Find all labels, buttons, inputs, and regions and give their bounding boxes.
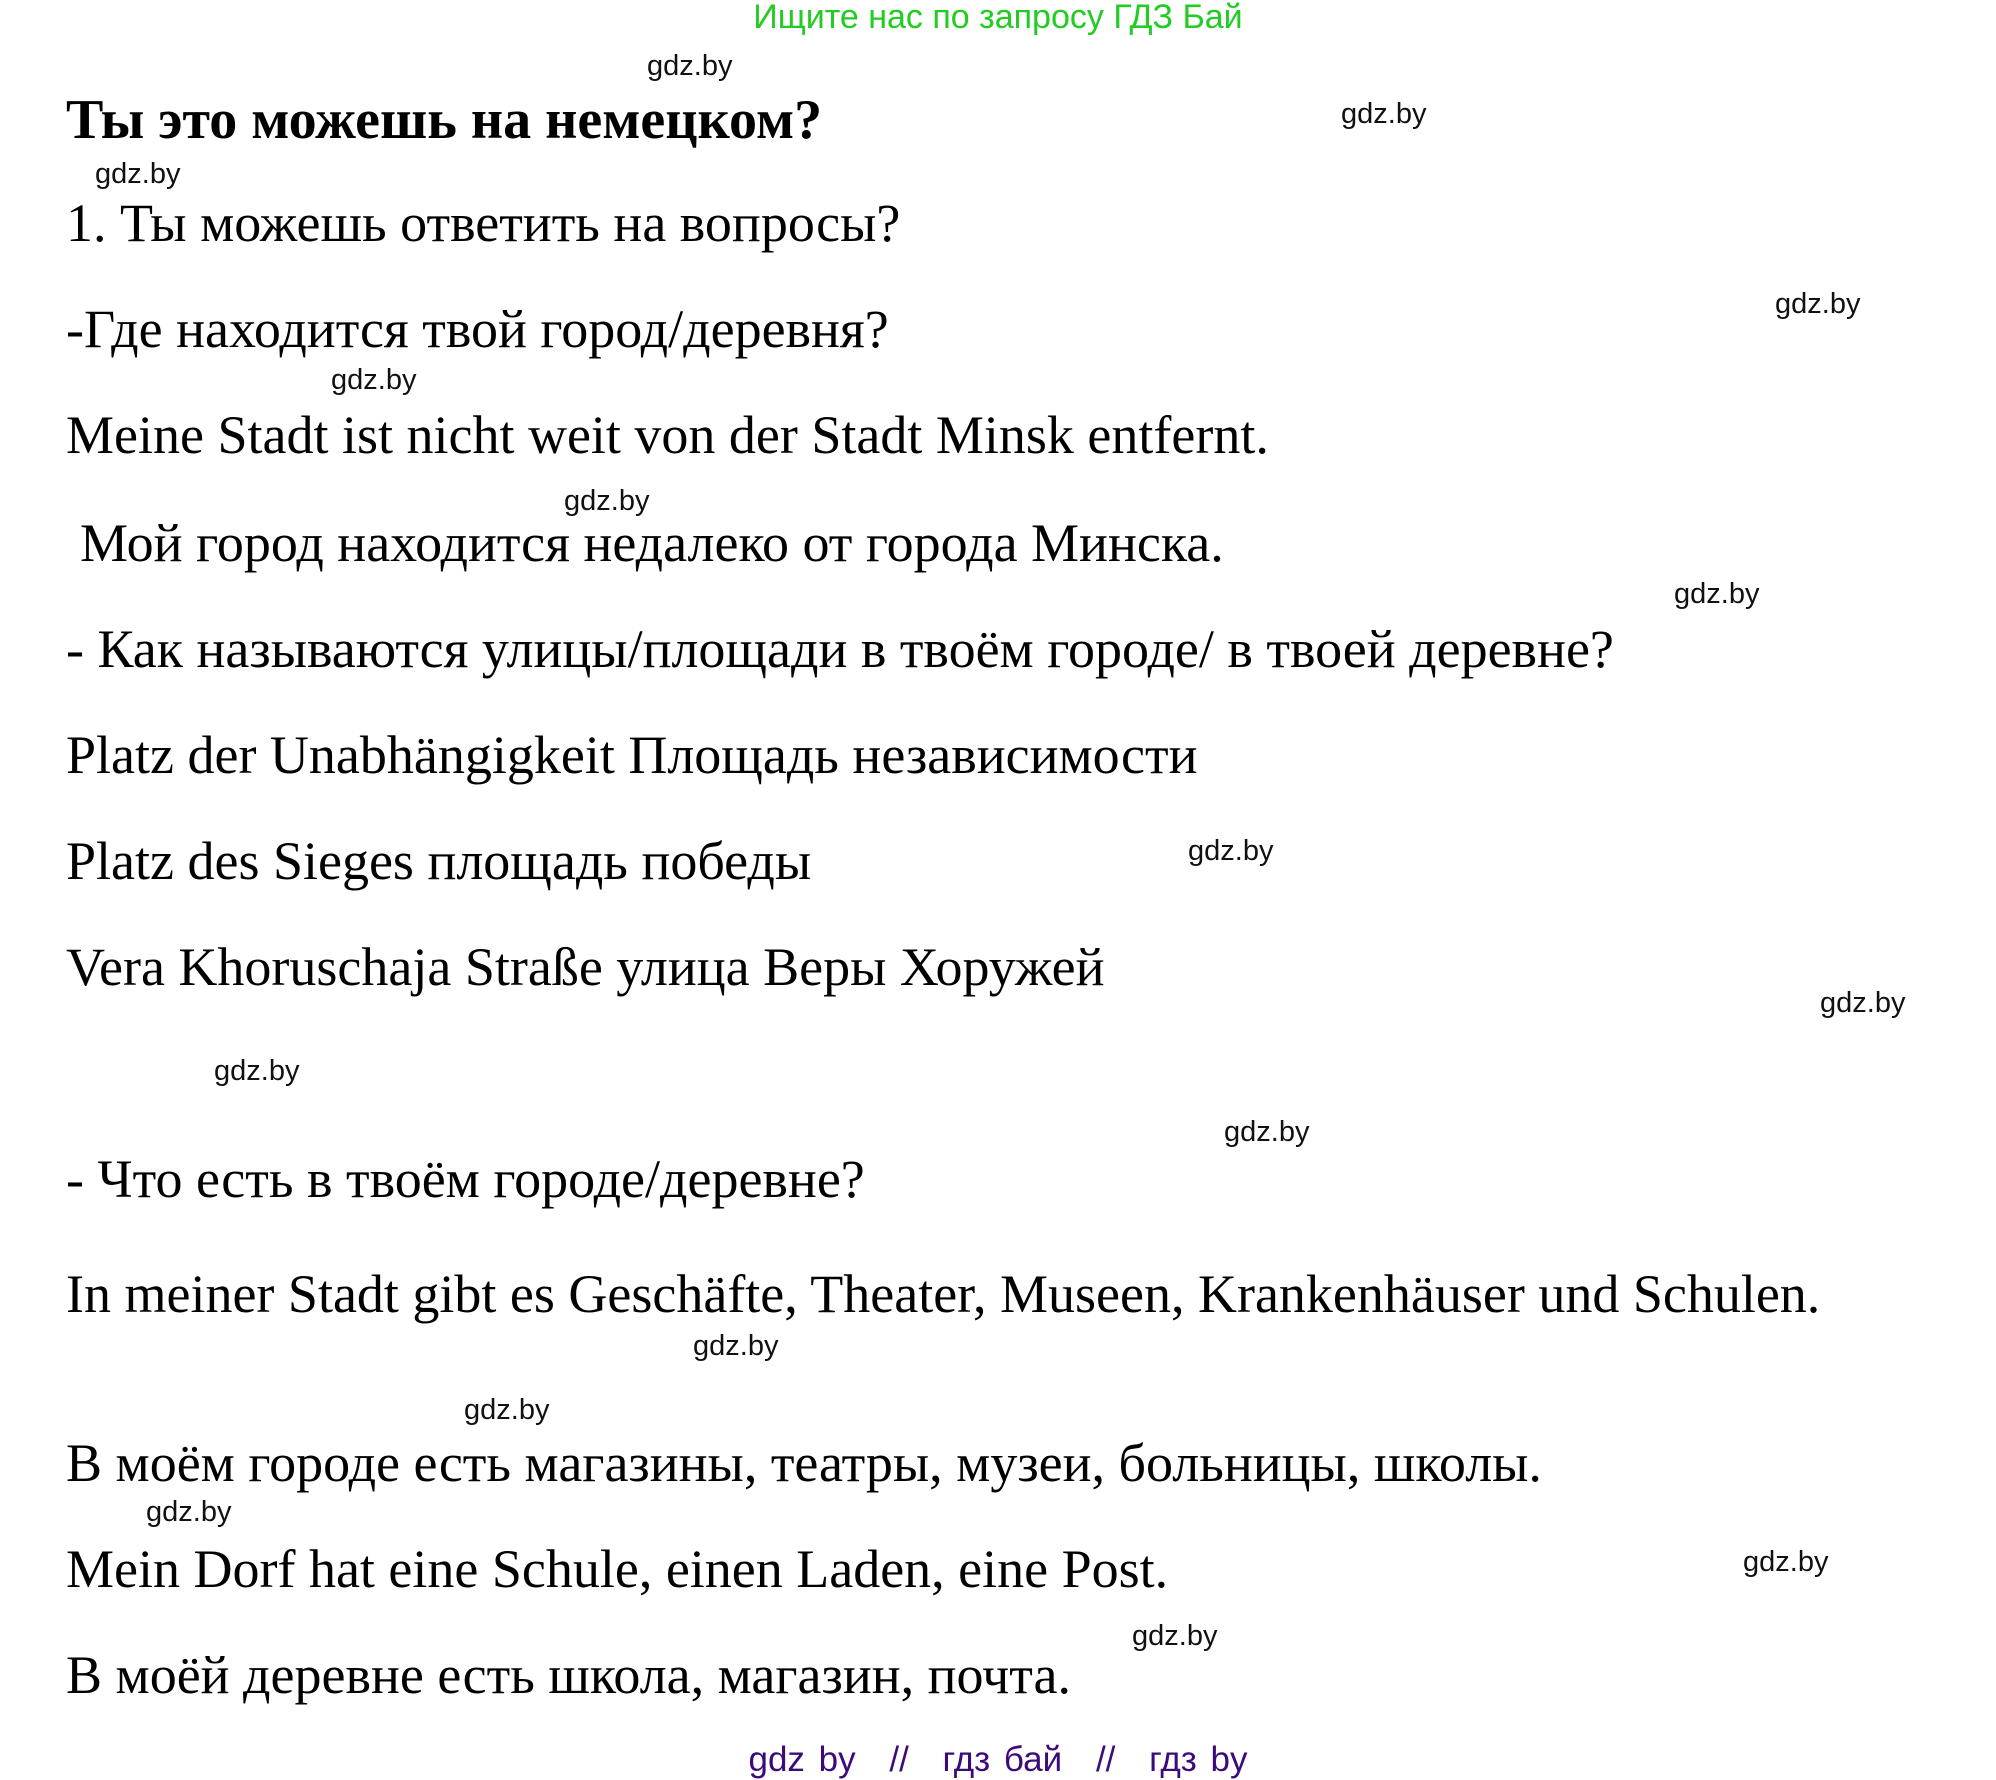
answer-1-german: Meine Stadt ist nicht weit von der Stadt Minsk entfernt. — [66, 405, 1269, 465]
footer-link-gdz-by[interactable]: gdz by — [748, 1740, 856, 1779]
footer-links — [0, 1740, 1996, 1780]
watermark: gdz.by — [1775, 288, 1861, 320]
watermark: gdz.by — [464, 1394, 550, 1426]
footer-separator: // — [1095, 1740, 1116, 1779]
question-3: - Что есть в твоём городе/деревне? — [66, 1149, 865, 1209]
question-1: -Где находится твой город/деревня? — [66, 299, 889, 359]
watermark: gdz.by — [1224, 1116, 1310, 1148]
footer-separator: // — [889, 1740, 909, 1779]
watermark: gdz.by — [146, 1496, 232, 1528]
footer-link-gdz-by-cyr[interactable]: гдз by — [1149, 1740, 1248, 1779]
answer-1-russian: Мой город находится недалеко от города Минска. — [80, 513, 1224, 573]
answer-3-russian: В моём городе есть магазины, театры, музеи, больницы, школы. — [66, 1433, 1542, 1493]
watermark: gdz.by — [1674, 578, 1760, 610]
watermark: gdz.by — [331, 364, 417, 396]
watermark: gdz.by — [693, 1330, 779, 1362]
answer-4-german: Mein Dorf hat eine Schule, einen Laden, eine Post. — [66, 1539, 1169, 1599]
watermark: gdz.by — [95, 158, 181, 190]
answer-3-german: In meiner Stadt gibt es Geschäfte, Theater, Museen, Krankenhäuser und Schulen. — [66, 1264, 1821, 1324]
answer-2-item-3: Vera Khoruschaja Straße улица Веры Хоружей — [66, 937, 1105, 997]
watermark: gdz.by — [1743, 1546, 1829, 1578]
watermark: gdz.by — [647, 50, 733, 82]
watermark: gdz.by — [1820, 987, 1906, 1019]
watermark: gdz.by — [1132, 1620, 1218, 1652]
page-title: Ты это можешь на немецком? — [66, 89, 823, 151]
watermark: gdz.by — [564, 485, 650, 517]
answer-4-russian: В моёй деревне есть школа, магазин, почта. — [66, 1645, 1072, 1705]
answer-2-item-1: Platz der Unabhängigkeit Площадь независимости — [66, 725, 1198, 785]
search-banner: Ищите нас по запросу ГДЗ Бай — [753, 0, 1243, 36]
task-heading: 1. Ты можешь ответить на вопросы? — [66, 193, 901, 253]
footer-link-gdz-bai[interactable]: гдз бай — [942, 1740, 1063, 1779]
answer-2-item-2: Platz des Sieges площадь победы — [66, 831, 812, 891]
watermark: gdz.by — [1341, 98, 1427, 130]
question-2: - Как называются улицы/площади в твоём городе/ в твоей деревне? — [66, 619, 1614, 679]
watermark: gdz.by — [1188, 835, 1274, 867]
watermark: gdz.by — [214, 1055, 300, 1087]
